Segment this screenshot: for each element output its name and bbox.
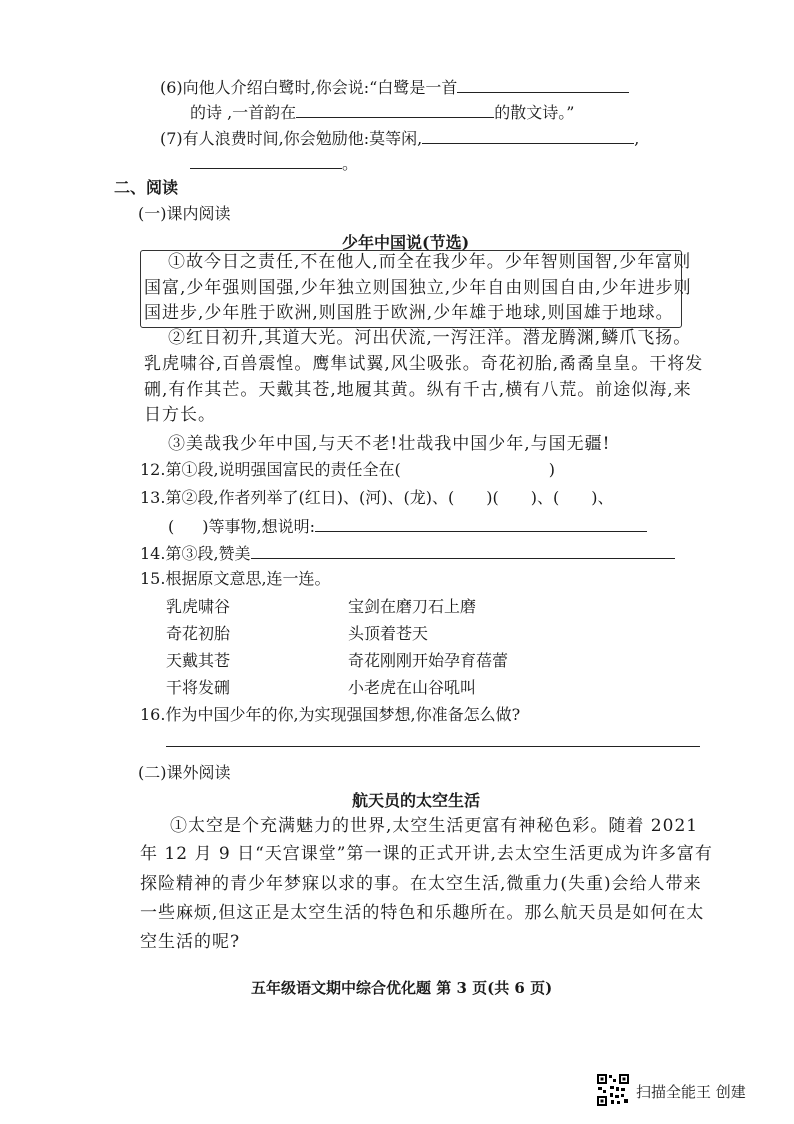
- q13-answer-line[interactable]: [315, 515, 647, 532]
- q6-blank-1[interactable]: [457, 76, 629, 93]
- q12-close: ): [548, 460, 556, 479]
- q12: [140, 460, 555, 480]
- q13-l1-c: )、(: [530, 488, 560, 507]
- q15-left-2[interactable]: 奇花初胎: [166, 624, 231, 643]
- q6-line2-b: 的散文诗。”: [494, 103, 575, 122]
- q15-right-4[interactable]: 小老虎在山谷吼叫: [348, 678, 477, 697]
- q7-comma: ,: [634, 129, 640, 148]
- passage2-title: 航天员的太空生活: [352, 791, 481, 810]
- scanner-watermark: 扫描全能王 创建: [636, 1083, 746, 1101]
- q14-answer-line[interactable]: [251, 542, 675, 559]
- q7-blank-1[interactable]: [422, 127, 634, 144]
- q13-l1: 13.第②段,作者列举了(红日)、(河)、(龙)、(: [140, 488, 455, 507]
- subsection-extra-heading: (二)课外阅读: [138, 763, 231, 782]
- q6-line2: [190, 101, 574, 123]
- q13-l1-d: )、: [591, 488, 614, 507]
- passage2-line3: 探险精神的青少年梦寐以求的事。在太空生活,微重力(失重)会给人带来: [140, 874, 702, 894]
- p2-line3: 硎,有作其芒。天戴其苍,地履其黄。纵有千古,横有八荒。前途似海,来: [144, 380, 692, 400]
- p1-line2: 国富,少年强则国强,少年独立则国独立,少年自由则国自由,少年进步则: [144, 278, 692, 298]
- q15-right-1[interactable]: 宝剑在磨刀石上磨: [348, 597, 477, 616]
- q15-right-2[interactable]: 头顶着苍天: [348, 624, 429, 643]
- q7-text: (7)有人浪费时间,你会勉励他:莫等闲,: [160, 129, 423, 148]
- q6-prefix: (6)向他人介绍白鹭时,你会说:“白鹭是一首: [160, 78, 458, 97]
- q16-answer-line[interactable]: [166, 746, 700, 747]
- q13-line1: [140, 488, 613, 508]
- q13-line2: [168, 515, 647, 537]
- page-footer: 五年级语文期中综合优化题 第 3 页(共 6 页): [251, 979, 553, 997]
- qr-code-icon: [596, 1073, 630, 1107]
- q7-line1: [160, 127, 639, 149]
- subsection-in-class-heading: (一)课内阅读: [138, 204, 231, 223]
- q15-left-1[interactable]: 乳虎啸谷: [166, 597, 231, 616]
- q13-l2-b: )等事物,想说明:: [202, 517, 315, 536]
- q13-l2-a: (: [168, 517, 175, 536]
- passage2-line4: 一些麻烦,但这正是太空生活的特色和乐趣所在。那么航天员是如何在太: [140, 903, 705, 923]
- p2-line1: ②红日初升,其道大光。河出伏流,一泻汪洋。潜龙腾渊,鳞爪飞扬。: [168, 328, 692, 348]
- q12-text: 12.第①段,说明强国富民的责任全在(: [140, 460, 401, 479]
- q15-left-3[interactable]: 天戴其苍: [166, 651, 231, 670]
- q6-line2-a: 的诗 ,一首韵在: [190, 103, 297, 122]
- q15-left-4[interactable]: 干将发硎: [166, 678, 231, 697]
- p2-line4: 日方长。: [144, 405, 216, 425]
- q15-right-3[interactable]: 奇花刚刚开始孕育蓓蕾: [348, 651, 509, 670]
- passage2-line5: 空生活的呢?: [140, 932, 241, 952]
- q15-text: 15.根据原文意思,连一连。: [140, 569, 331, 588]
- p1-line1: [168, 248, 691, 276]
- p1-line1-a: ①故今日之责任,不在他人,而全在我少年。: [168, 252, 505, 272]
- q7-blank-2[interactable]: [190, 152, 342, 169]
- p1-line3: 国进步,少年胜于欧洲,则国胜于欧洲,少年雄于地球,则国雄于地球。: [144, 303, 674, 323]
- p3-line: ③美哉我少年中国,与天不老!壮哉我中国少年,与国无疆!: [168, 434, 611, 454]
- section-reading-heading: 二、阅读: [114, 178, 179, 197]
- q7-end: 。: [342, 154, 359, 173]
- q6-blank-2[interactable]: [296, 101, 494, 118]
- q14-text: 14.第③段,赞美: [140, 544, 251, 563]
- passage2-line1: ①太空是个充满魅力的世界,太空生活更富有神秘色彩。随着 2021: [170, 816, 699, 836]
- passage1-title: 少年中国说(节选): [342, 233, 470, 252]
- p1-line1-b: 少年智则国智,少年富则: [504, 252, 692, 272]
- q13-l1-b: )(: [486, 488, 499, 507]
- q7-line2: [190, 152, 358, 174]
- q6-line1: [160, 76, 629, 98]
- passage2-line2: 年 12 月 9 日“天宫课堂”第一课的正式开讲,去太空生活更成为许多富有: [140, 844, 713, 864]
- q14: [140, 542, 675, 564]
- p2-line2: 乳虎啸谷,百兽震惶。鹰隼试翼,风尘吸张。奇花初胎,矞矞皇皇。干将发: [144, 354, 704, 374]
- q16-text: 16.作为中国少年的你,为实现强国梦想,你准备怎么做?: [140, 705, 521, 724]
